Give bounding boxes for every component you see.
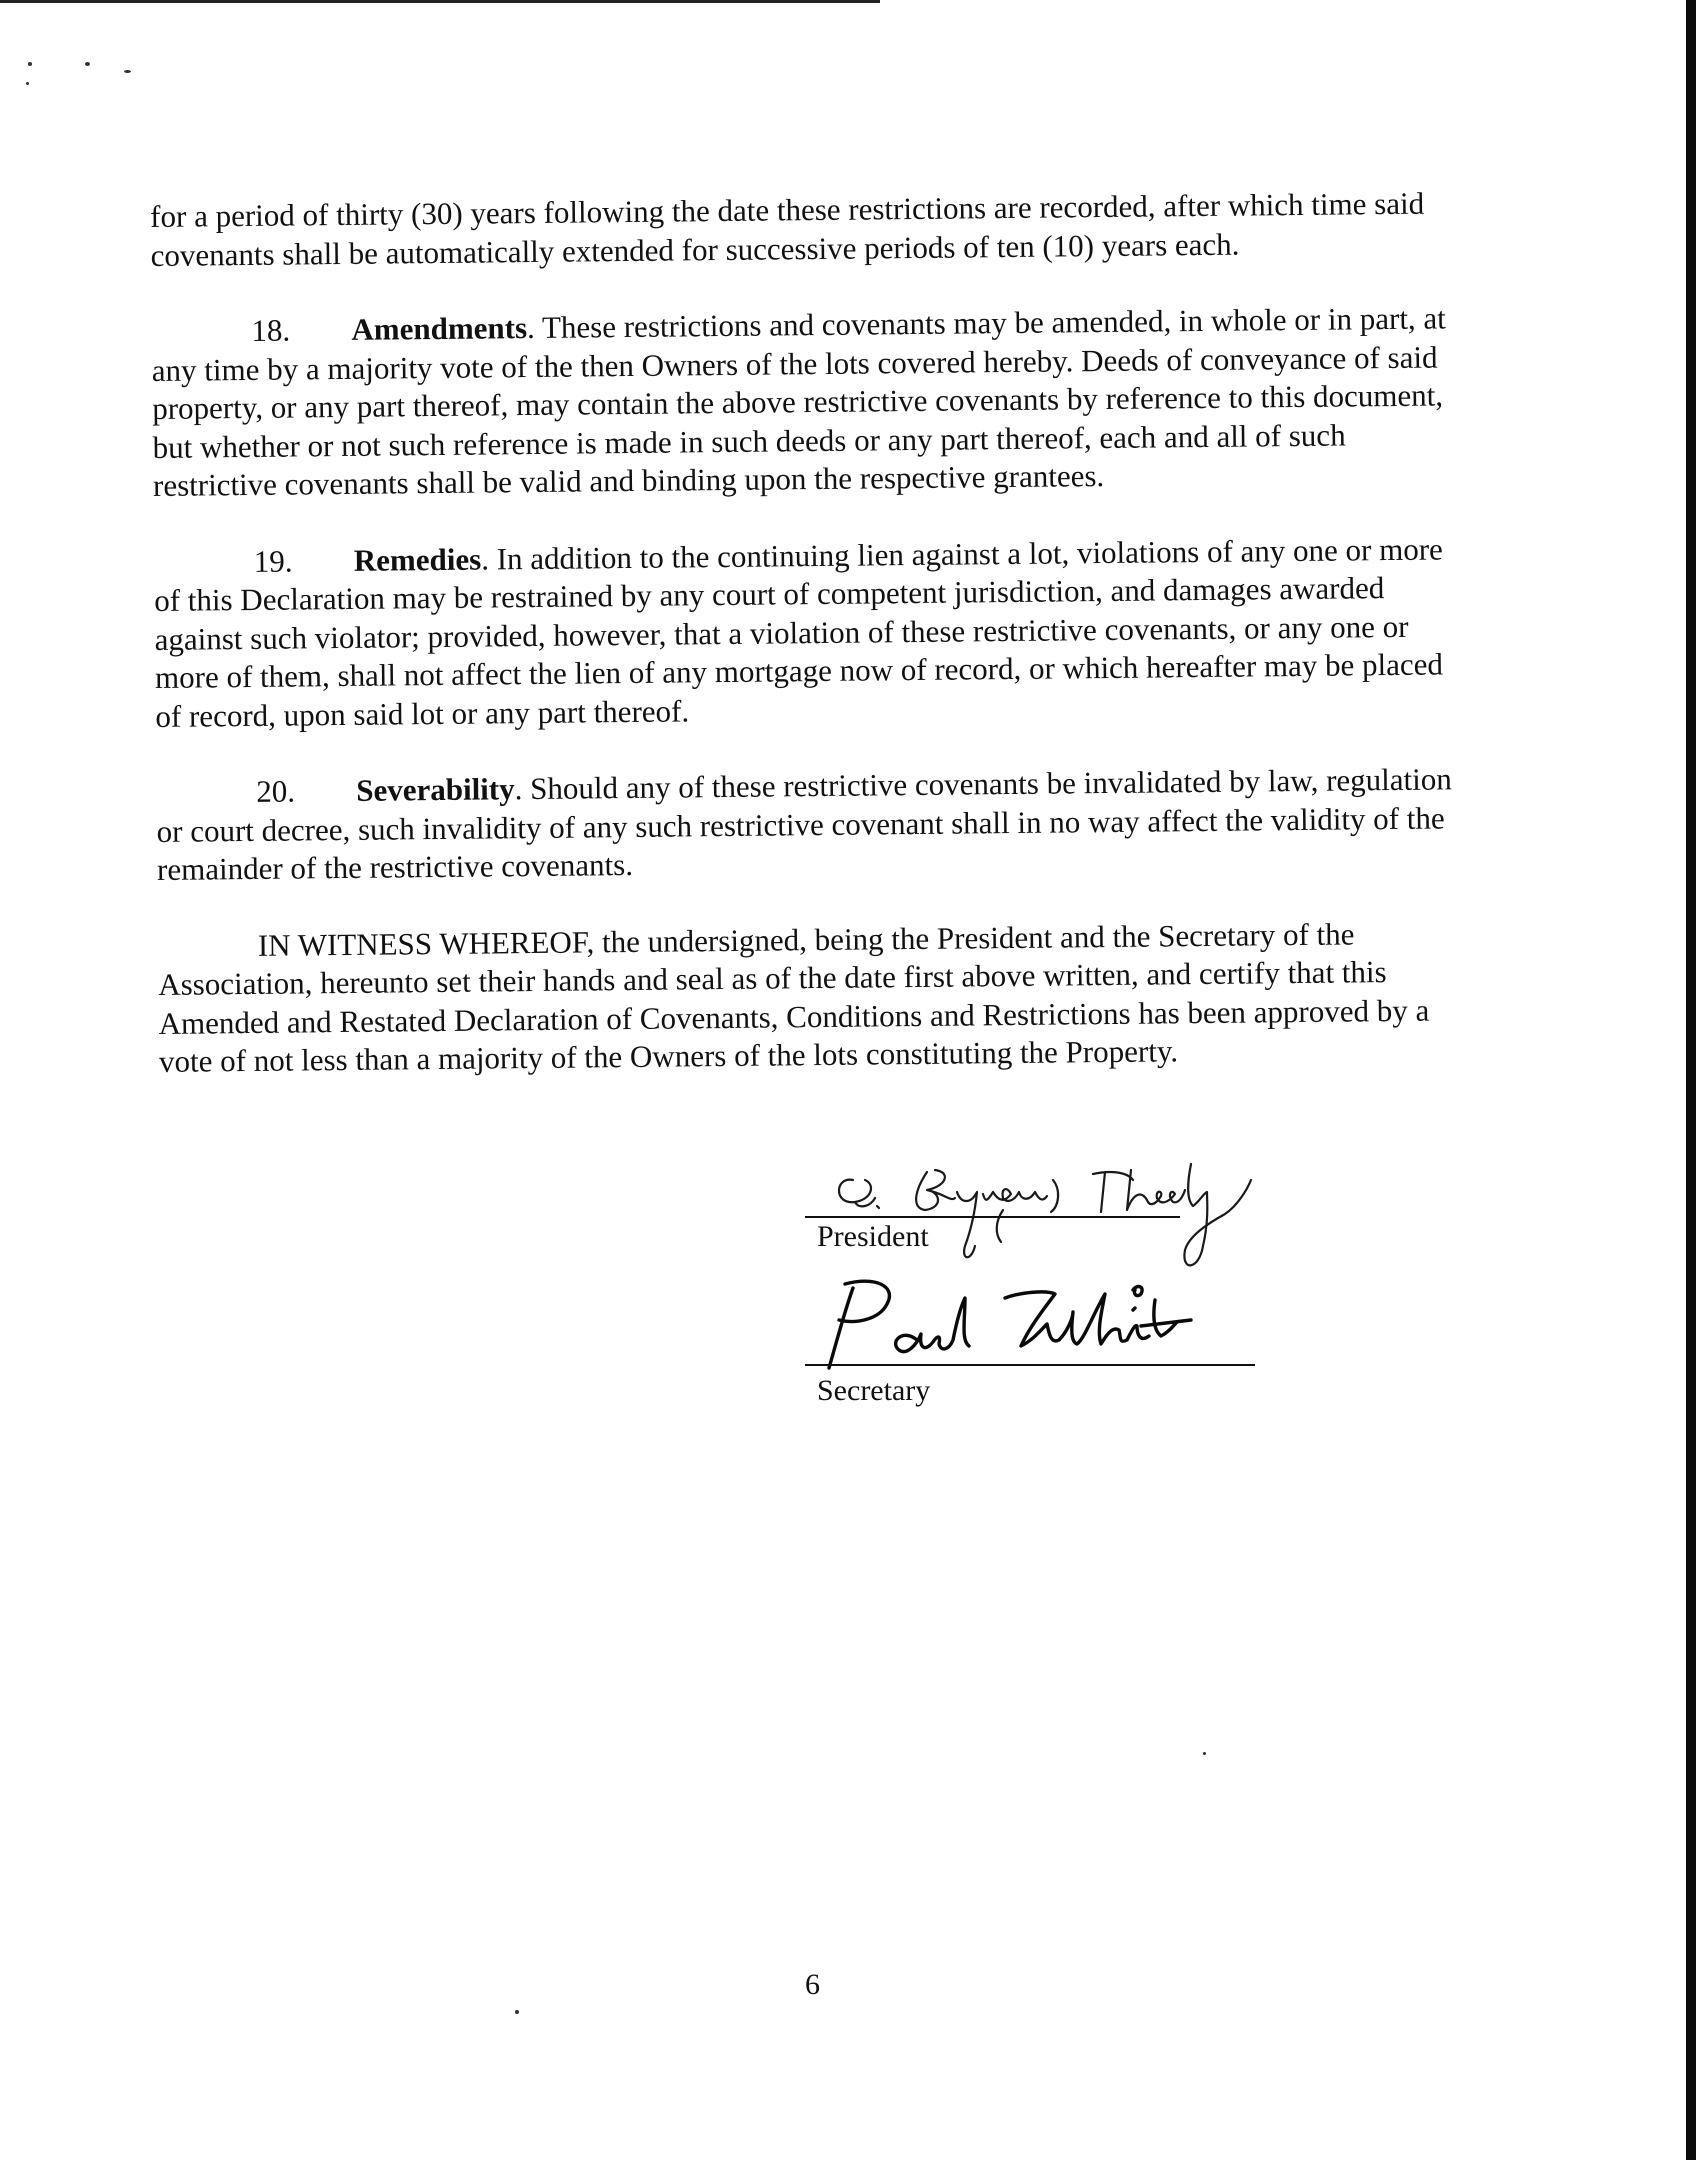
page-number: 6 <box>805 1968 820 2001</box>
scan-speck <box>85 62 90 66</box>
section-heading: Remedies <box>353 541 482 578</box>
indent <box>154 571 254 572</box>
witness-text: IN WITNESS WHEREOF, the undersigned, being the President and the Secretary of the Association, hereunto set their hands and seal as of the date first above written, and certify that this Amended and Restated Declaration of Covenants, Conditions and Restrictions has been approved by a vote of not less than a majority of the Owners of the lots constituting the Property. <box>158 915 1430 1079</box>
scan-edge-right <box>1686 0 1696 2160</box>
secretary-title: Secretary <box>817 1374 931 1407</box>
section-remedies <box>154 530 1456 736</box>
section-number: 20. <box>256 773 296 809</box>
president-signature <box>815 1150 1355 1280</box>
section-number: 18. <box>251 312 291 348</box>
indent <box>158 955 258 956</box>
scan-edge-top <box>0 0 880 3</box>
section-amendments <box>151 299 1453 505</box>
secretary-signature-line <box>805 1364 1255 1366</box>
scan-speck <box>515 2010 519 2014</box>
scan-speck <box>28 62 32 66</box>
indent <box>152 341 252 342</box>
section-heading: Severability <box>356 771 515 808</box>
scan-speck <box>124 70 131 73</box>
lead-paragraph: for a period of thirty (30) years following the date these restrictions are recorded, after which time said covenants shall be automatically extended for successive periods of ten (10) years each. <box>150 185 1425 273</box>
section-severability <box>156 760 1457 889</box>
witness-paragraph <box>158 914 1460 1082</box>
section-text: . In addition to the continuing lien against a lot, violations of any one or more of this Declaration may be restrained by any court of competent jurisdiction, and damages awarded against such violator; provided, however, that a violation of these restrictive covenants, or any one or more of them, shall not affect the lien of any mortgage now of record, or which hereafter may be placed of record, upon said lot or any part thereof. <box>154 530 1444 734</box>
section-text: . Should any of these restrictive covenants be invalidated by law, regulation or court decree, such invalidity of any such restrictive covenant shall in no way affect the validity of the remainder of the restrictive covenants. <box>156 761 1452 887</box>
section-heading: Amendments <box>351 310 528 347</box>
indent <box>156 802 256 803</box>
president-title: President <box>817 1220 929 1253</box>
document-page <box>150 184 1460 1119</box>
section-text: . These restrictions and covenants may be amended, in whole or in part, at any time by a majority vote of the then Owners of the lots covered hereby. Deeds of conveyance of said property, or any part thereof, may contain the above restrictive covenants by reference to this document, but whether or not such reference is made in such deeds or any part thereof, each and all of such restrictive covenants shall be valid and binding upon the respective grantees. <box>151 300 1447 503</box>
scan-speck <box>1203 1752 1206 1755</box>
scan-speck <box>26 82 29 85</box>
president-signature-line <box>805 1216 1180 1218</box>
section-number: 19. <box>253 543 293 579</box>
